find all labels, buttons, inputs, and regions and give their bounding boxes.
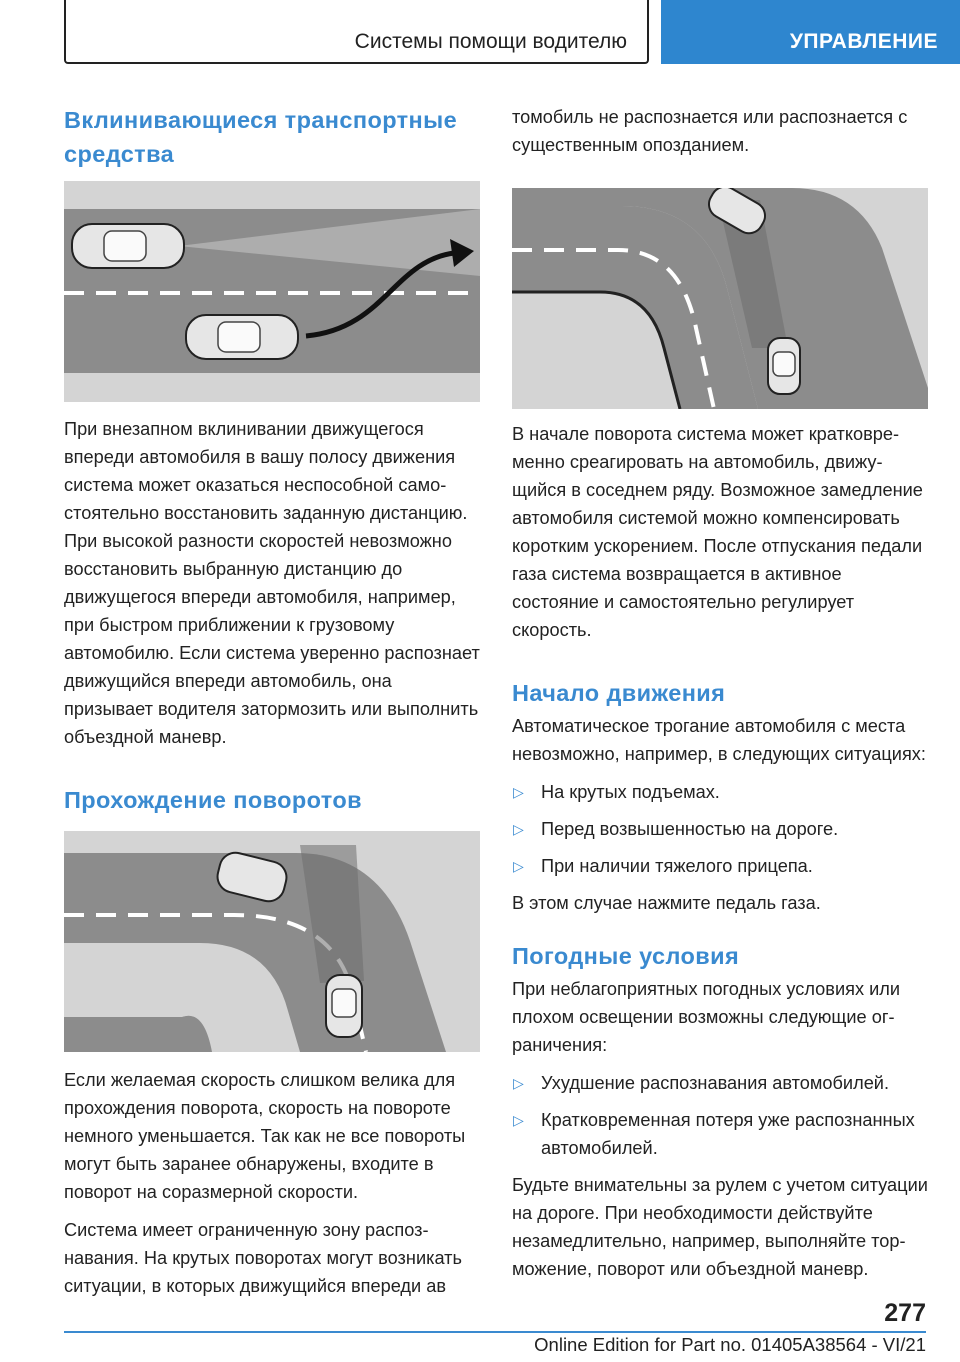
list-item: ▷ При наличии тяжелого прицепа.: [512, 852, 930, 880]
paragraph-turn: В начале поворота система может кратковременно среагировать на автомобиль, движущийся в соседнем ряду. Возможное замедление автомобиля системой можно компенсировать коротким ускорением. После отпускания педали газа система возвращается в активное состояние и самостоятельно регулирует скорость.: [512, 424, 923, 640]
header-section-title: Системы помощи водителю: [354, 30, 627, 53]
triangle-bullet-icon: ▷: [513, 1112, 524, 1128]
triangle-bullet-icon: ▷: [513, 858, 524, 874]
heading-curves: Прохождение поворотов: [64, 787, 362, 813]
figure-curve-adjacent: [512, 188, 928, 409]
list-weather-limits: [512, 1069, 930, 1162]
paragraph-curves-1: Если желаемая скорость слишком велика для прохождения поворота, скорость на повороте немного уменьшается. Так как не все повороты могут быть заранее обнаружены, входите в поворот на соразмерной скорости.: [64, 1070, 466, 1202]
list-item: ▷ Кратковременная потеря уже распознанных автомобилей.: [512, 1106, 930, 1162]
footer-divider: [64, 1331, 926, 1333]
header-chapter-box: [661, 0, 960, 64]
header-chapter-title: УПРАВЛЕНИЕ: [789, 30, 938, 53]
paragraph-weather: При неблагоприятных погодных условиях или плохом освещении возможны следующие ограничения:: [512, 979, 901, 1055]
page-number: 277: [884, 1299, 926, 1327]
car-cutting-in-icon: [186, 315, 298, 359]
heading-weather: Погодные условия: [512, 943, 740, 969]
header-section-box: [64, 0, 649, 64]
paragraph-start: Автоматическое трогание автомобиля с места невозможно, например, в следующих ситуациях:: [512, 716, 926, 764]
paragraph-weather-after: Будьте внимательны за рулем с учетом ситуации на дороге. При необходимости действуйте незамедлительно, например, выполняйте торможение, поворот или объездной маневр.: [512, 1175, 928, 1279]
right-column: [512, 96, 930, 1283]
car-ahead-icon: [72, 224, 184, 268]
paragraph-continued: томобиль не распознается или распознается с существенным опозданием.: [512, 107, 908, 155]
left-column: [64, 96, 480, 1300]
figure-curve-approach: [64, 831, 480, 1052]
list-item: ▷ Перед возвышенностью на дороге.: [512, 815, 930, 843]
paragraph-start-after: В этом случае нажмите педаль газа.: [512, 893, 821, 913]
triangle-bullet-icon: ▷: [513, 821, 524, 837]
triangle-bullet-icon: ▷: [513, 1075, 524, 1091]
list-start-conditions: [512, 778, 930, 880]
heading-start: Начало движения: [512, 680, 726, 706]
footer-edition: Online Edition for Part no. 01405A38564 - VI/21: [534, 1334, 926, 1355]
list-item: ▷ На крутых подъемах.: [512, 778, 930, 806]
triangle-bullet-icon: ▷: [513, 784, 524, 800]
paragraph-cut-in: При внезапном вклинивании движущегося впереди автомобиля в вашу полосу движения система может оказаться неспособной самостоятельно восстановить заданную дистанцию. При высокой разности скоростей невозможно восстановить выбранную дистанцию до движущегося впереди автомобиля, например, при быстром приближении к грузовому автомобилю. Если система уверенно распознает движущийся впереди автомобиль, она призывает водителя затормозить или выполнить объездной маневр.: [64, 419, 480, 747]
car-own-icon: [768, 338, 800, 394]
list-item: ▷ Ухудшение распознавания автомобилей.: [512, 1069, 930, 1097]
car-own-icon: [326, 975, 362, 1037]
figure-cut-in: [64, 181, 480, 402]
paragraph-curves-2: Система имеет ограниченную зону распознавания. На крутых поворотах могут возникать ситуации, в которых движущийся впереди ав: [64, 1220, 462, 1296]
heading-cut-in: Вклинивающиеся транспортные средства: [64, 107, 458, 167]
